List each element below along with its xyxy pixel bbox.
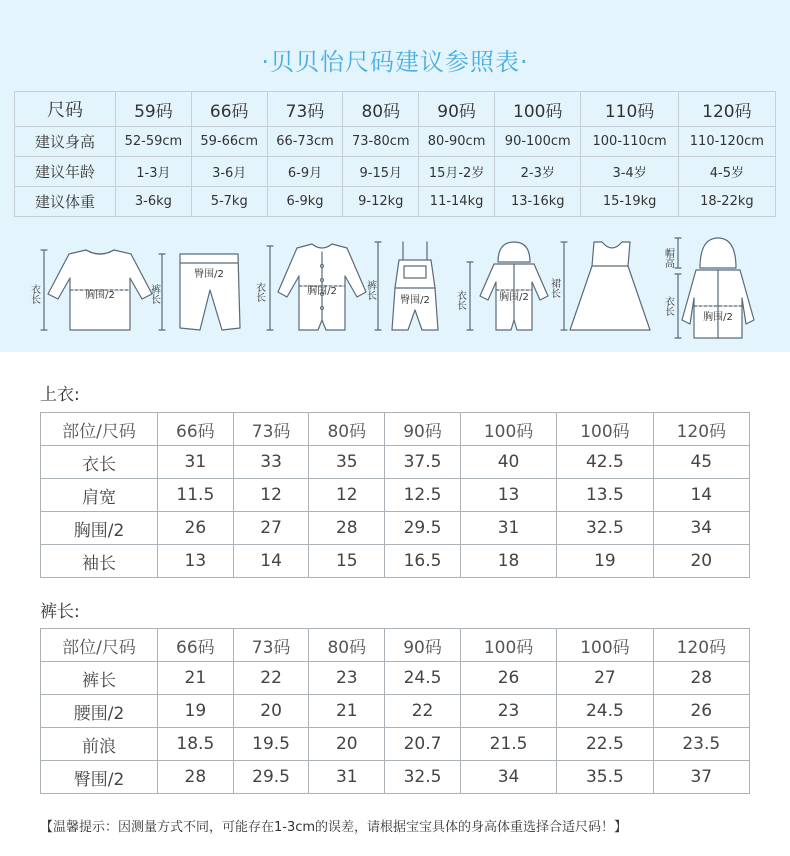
value-cell: 21 — [309, 695, 385, 728]
value-cell: 24.5 — [557, 695, 653, 728]
row-label-cell: 胸围/2 — [41, 512, 158, 545]
hooded-romper-chest-label: 胸围/2 — [499, 292, 529, 303]
value-cell: 26 — [158, 512, 234, 545]
pants-hip-label: 臀围/2 — [194, 269, 224, 280]
header-cell: 90码 — [385, 413, 461, 446]
row-label-cell: 衣长 — [41, 446, 158, 479]
value-cell: 40 — [460, 446, 556, 479]
value-cell: 14 — [653, 479, 749, 512]
header-cell: 120码 — [653, 413, 749, 446]
row-label-cell: 腰围/2 — [41, 695, 158, 728]
header-cell: 110码 — [581, 92, 678, 127]
value-cell: 110-120cm — [678, 127, 775, 157]
value-cell: 20 — [309, 728, 385, 761]
value-cell: 19 — [557, 545, 653, 578]
value-cell: 16.5 — [385, 545, 461, 578]
shirt-length-label: 衣长 — [28, 284, 40, 304]
header-cell: 73码 — [233, 629, 309, 662]
value-cell: 3-6kg — [116, 187, 192, 217]
row-label-cell: 建议体重 — [15, 187, 116, 217]
value-cell: 28 — [309, 512, 385, 545]
value-cell: 3-6月 — [191, 157, 267, 187]
value-cell: 20 — [653, 545, 749, 578]
row-label-cell: 前浪 — [41, 728, 158, 761]
value-cell: 23.5 — [653, 728, 749, 761]
value-cell: 34 — [653, 512, 749, 545]
value-cell: 12.5 — [385, 479, 461, 512]
header-cell: 80码 — [309, 413, 385, 446]
value-cell: 27 — [557, 662, 653, 695]
jacket-hood-label: 帽高 — [662, 248, 674, 268]
value-cell: 73-80cm — [343, 127, 419, 157]
value-cell: 45 — [653, 446, 749, 479]
header-cell: 66码 — [191, 92, 267, 127]
value-cell: 15 — [309, 545, 385, 578]
value-cell: 52-59cm — [116, 127, 192, 157]
row-label-cell: 建议身高 — [15, 127, 116, 157]
table-row — [41, 545, 750, 578]
value-cell: 11-14kg — [419, 187, 495, 217]
header-cell: 73码 — [267, 92, 343, 127]
garment-measurement-illustrations — [14, 232, 776, 340]
overalls-hip-label: 臀围/2 — [400, 295, 430, 306]
table-row — [41, 446, 750, 479]
header-cell: 80码 — [343, 92, 419, 127]
jacket-illustration — [675, 238, 754, 338]
pants-section-label: 裤长: — [40, 602, 80, 622]
value-cell: 31 — [158, 446, 234, 479]
value-cell: 27 — [233, 512, 309, 545]
value-cell: 13 — [158, 545, 234, 578]
value-cell: 18 — [460, 545, 556, 578]
dress-illustration — [561, 242, 650, 330]
value-cell: 19 — [158, 695, 234, 728]
overalls-illustration — [375, 242, 438, 330]
header-cell: 66码 — [158, 413, 234, 446]
header-cell: 100码 — [460, 413, 556, 446]
header-cell: 80码 — [309, 629, 385, 662]
table-row — [41, 512, 750, 545]
value-cell: 18.5 — [158, 728, 234, 761]
value-cell: 20 — [233, 695, 309, 728]
value-cell: 12 — [309, 479, 385, 512]
value-cell: 22.5 — [557, 728, 653, 761]
value-cell: 42.5 — [557, 446, 653, 479]
value-cell: 1-3月 — [116, 157, 192, 187]
header-cell: 66码 — [158, 629, 234, 662]
dress-length-label: 裙长 — [548, 278, 560, 298]
value-cell: 32.5 — [385, 761, 461, 794]
value-cell: 21.5 — [460, 728, 556, 761]
header-cell: 90码 — [385, 629, 461, 662]
value-cell: 29.5 — [233, 761, 309, 794]
table-row — [41, 761, 750, 794]
value-cell: 32.5 — [557, 512, 653, 545]
value-cell: 23 — [460, 695, 556, 728]
pants-length-label: 裤长 — [148, 284, 160, 304]
value-cell: 15月-2岁 — [419, 157, 495, 187]
value-cell: 18-22kg — [678, 187, 775, 217]
value-cell: 90-100cm — [494, 127, 581, 157]
value-cell: 9-12kg — [343, 187, 419, 217]
pants-measurement-table — [40, 628, 750, 794]
value-cell: 59-66cm — [191, 127, 267, 157]
value-cell: 28 — [158, 761, 234, 794]
hooded-romper-length-label: 衣长 — [454, 290, 466, 310]
header-cell: 部位/尺码 — [41, 413, 158, 446]
value-cell: 2-3岁 — [494, 157, 581, 187]
table-header-row — [15, 92, 776, 127]
header-cell: 部位/尺码 — [41, 629, 158, 662]
value-cell: 24.5 — [385, 662, 461, 695]
size-recommendation-table — [14, 91, 776, 217]
value-cell: 37 — [653, 761, 749, 794]
header-cell: 120码 — [653, 629, 749, 662]
value-cell: 100-110cm — [581, 127, 678, 157]
value-cell: 23 — [309, 662, 385, 695]
header-cell: 100码 — [557, 413, 653, 446]
row-label-cell: 建议年龄 — [15, 157, 116, 187]
table-header-row — [41, 413, 750, 446]
value-cell: 3-4岁 — [581, 157, 678, 187]
header-cell: 73码 — [233, 413, 309, 446]
value-cell: 12 — [233, 479, 309, 512]
table-row — [41, 728, 750, 761]
value-cell: 19.5 — [233, 728, 309, 761]
row-label-cell: 袖长 — [41, 545, 158, 578]
header-cell: 100码 — [557, 629, 653, 662]
hooded-romper-illustration — [467, 242, 548, 330]
value-cell: 13.5 — [557, 479, 653, 512]
table-row — [41, 695, 750, 728]
table-row — [41, 479, 750, 512]
tops-section-label: 上衣: — [40, 385, 80, 405]
value-cell: 28 — [653, 662, 749, 695]
value-cell: 80-90cm — [419, 127, 495, 157]
value-cell: 26 — [653, 695, 749, 728]
header-cell: 100码 — [494, 92, 581, 127]
value-cell: 26 — [460, 662, 556, 695]
header-cell: 120码 — [678, 92, 775, 127]
measurement-tip: 【温馨提示：因测量方式不同，可能存在1-3cm的误差，请根据宝宝具体的身高体重选择合适尺码！】 — [40, 820, 628, 835]
shirt-chest-label: 胸围/2 — [85, 290, 115, 301]
value-cell: 22 — [233, 662, 309, 695]
table-row — [41, 662, 750, 695]
value-cell: 6-9kg — [267, 187, 343, 217]
value-cell: 22 — [385, 695, 461, 728]
row-label-cell: 裤长 — [41, 662, 158, 695]
jacket-chest-label: 胸围/2 — [703, 312, 733, 323]
value-cell: 5-7kg — [191, 187, 267, 217]
value-cell: 13-16kg — [494, 187, 581, 217]
value-cell: 11.5 — [158, 479, 234, 512]
value-cell: 21 — [158, 662, 234, 695]
table-row — [15, 187, 776, 217]
value-cell: 34 — [460, 761, 556, 794]
page-title: ·贝贝怡尺码建议参照表· — [261, 48, 529, 76]
tops-measurement-table — [40, 412, 750, 578]
table-row — [15, 157, 776, 187]
value-cell: 14 — [233, 545, 309, 578]
header-cell: 100码 — [460, 629, 556, 662]
value-cell: 4-5岁 — [678, 157, 775, 187]
value-cell: 66-73cm — [267, 127, 343, 157]
value-cell: 35.5 — [557, 761, 653, 794]
value-cell: 20.7 — [385, 728, 461, 761]
jacket-length-label: 衣长 — [662, 296, 674, 316]
overalls-length-label: 裤长 — [364, 280, 376, 300]
header-cell: 尺码 — [15, 92, 116, 127]
row-label-cell: 肩宽 — [41, 479, 158, 512]
value-cell: 35 — [309, 446, 385, 479]
value-cell: 15-19kg — [581, 187, 678, 217]
value-cell: 13 — [460, 479, 556, 512]
value-cell: 31 — [460, 512, 556, 545]
value-cell: 6-9月 — [267, 157, 343, 187]
row-label-cell: 臀围/2 — [41, 761, 158, 794]
value-cell: 37.5 — [385, 446, 461, 479]
table-row — [15, 127, 776, 157]
value-cell: 29.5 — [385, 512, 461, 545]
value-cell: 9-15月 — [343, 157, 419, 187]
table-header-row — [41, 629, 750, 662]
pants-illustration — [159, 254, 240, 330]
value-cell: 33 — [233, 446, 309, 479]
header-cell: 59码 — [116, 92, 192, 127]
romper-chest-label: 胸围/2 — [307, 286, 337, 297]
header-cell: 90码 — [419, 92, 495, 127]
value-cell: 31 — [309, 761, 385, 794]
romper-length-label: 衣长 — [253, 282, 265, 302]
